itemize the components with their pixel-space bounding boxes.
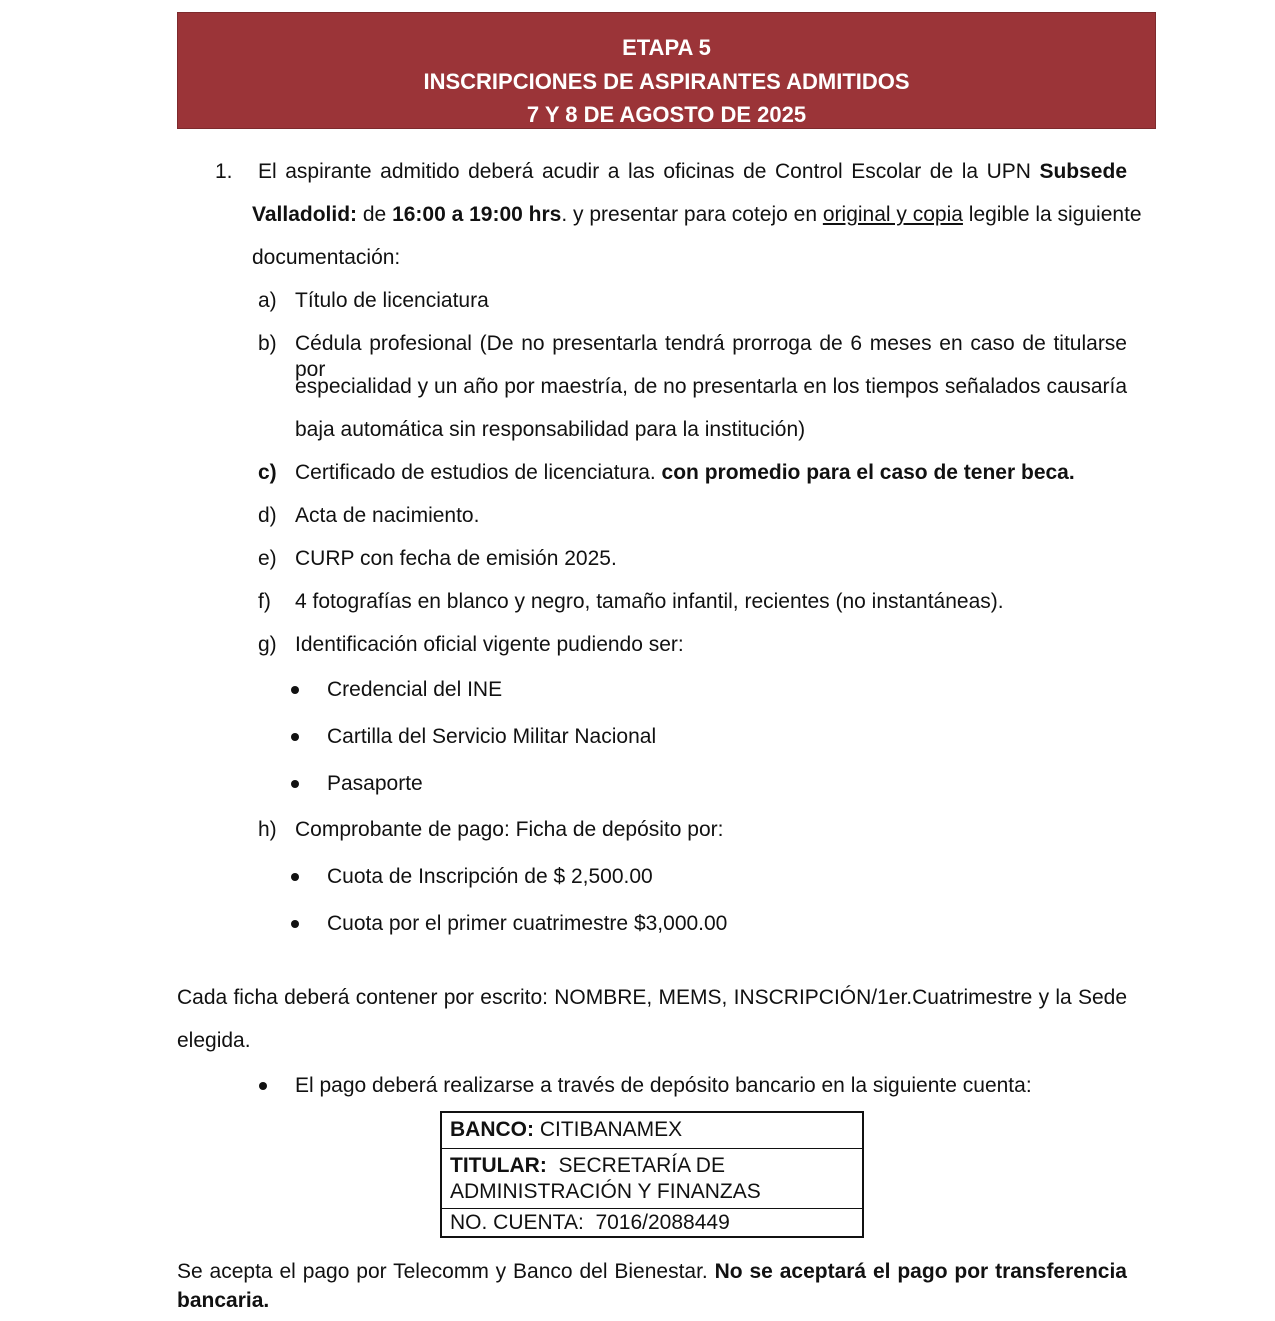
item1-sede-name: Valladolid: — [252, 203, 358, 226]
bank-label: BANCO: — [450, 1118, 534, 1141]
footer-line1 — [177, 1259, 1127, 1285]
stage-dates: 7 Y 8 DE AGOSTO DE 2025 — [526, 102, 807, 127]
item1-line2 — [252, 202, 1142, 228]
list-item-c-bold: con promedio para el caso de tener beca. — [661, 461, 1075, 484]
ficha-line2: elegida. — [177, 1029, 251, 1052]
account-row — [442, 1209, 862, 1238]
list-item-a: Título de licenciatura — [295, 289, 489, 312]
item1-original-copia: original y copia — [822, 203, 963, 226]
list-item-f: 4 fotografías en blanco y negro, tamaño infantil, recientes (no instantáneas). — [295, 590, 1004, 613]
item-number: 1. — [215, 160, 233, 183]
footer-text: Se acepta el pago por Telecomm y Banco del Bienestar. — [177, 1260, 715, 1283]
list-item-b-line1: Cédula profesional (De no presentarla tendrá prorroga de 6 meses en caso de titularse por — [295, 332, 1127, 381]
bank-cell — [450, 1117, 856, 1143]
titular-cell — [450, 1153, 856, 1205]
item1-text: El aspirante admitido deberá acudir a las oficinas de Control Escolar de la UPN — [258, 160, 1031, 183]
list-letter-a: a) — [258, 289, 277, 312]
list-item-h: Comprobante de pago: Ficha de depósito por: — [295, 818, 724, 841]
item1-text: de — [357, 203, 393, 226]
list-letter-g: g) — [258, 633, 277, 656]
bank-row — [442, 1113, 862, 1149]
bank-account-table — [440, 1111, 864, 1238]
titular-value: SECRETARÍA DE — [546, 1154, 725, 1177]
ficha-line1: Cada ficha deberá contener por escrito: NOMBRE, MEMS, INSCRIPCIÓN/1er.Cuatrimestre y la Sede — [177, 986, 1127, 1009]
stage-header-banner — [177, 12, 1156, 129]
list-item-e: CURP con fecha de emisión 2025. — [295, 547, 617, 570]
list-letter-d: d) — [258, 504, 277, 527]
bullet-icon — [259, 1082, 267, 1090]
bank-value: CITIBANAMEX — [534, 1118, 683, 1141]
bullet-icon — [291, 686, 299, 694]
list-item-d: Acta de nacimiento. — [295, 504, 480, 527]
list-letter-f: f) — [258, 590, 271, 613]
list-item-c-text: Certificado de estudios de licenciatura. — [295, 461, 662, 484]
fee-option: Cuota por el primer cuatrimestre $3,000.00 — [327, 912, 728, 935]
item1-text: . y presentar para cotejo en — [561, 203, 823, 226]
item1-line3: documentación: — [252, 246, 401, 269]
account-number: NO. CUENTA: 7016/2088449 — [450, 1211, 730, 1234]
list-item-b-line3: baja automática sin responsabilidad para la institución) — [295, 418, 806, 441]
list-item-c — [295, 460, 1075, 486]
item1-hours: 16:00 a 19:00 hrs — [392, 203, 562, 226]
bullet-icon — [291, 780, 299, 788]
footer-warning: No se aceptará el pago por transferencia — [714, 1260, 1127, 1283]
item1-line1 — [258, 159, 1127, 185]
list-letter-b: b) — [258, 332, 277, 355]
fee-option: Cuota de Inscripción de $ 2,500.00 — [327, 865, 653, 888]
item1-subsede: Subsede — [1039, 160, 1127, 183]
titular-value-line2: ADMINISTRACIÓN Y FINANZAS — [450, 1180, 761, 1203]
titular-row — [442, 1149, 862, 1209]
id-option: Credencial del INE — [327, 678, 503, 701]
payment-note: El pago deberá realizarse a través de depósito bancario en la siguiente cuenta: — [295, 1074, 1032, 1097]
footer-line2: bancaria. — [177, 1289, 270, 1312]
bullet-icon — [291, 873, 299, 881]
list-item-b-line2: especialidad y un año por maestría, de no presentarla en los tiempos señalados causaría — [295, 375, 1127, 398]
titular-label: TITULAR: — [450, 1154, 547, 1177]
id-option: Cartilla del Servicio Militar Nacional — [327, 725, 657, 748]
stage-subtitle: INSCRIPCIONES DE ASPIRANTES ADMITIDOS — [423, 69, 910, 94]
id-option: Pasaporte — [327, 772, 423, 795]
bullet-icon — [291, 733, 299, 741]
bullet-icon — [291, 920, 299, 928]
stage-title: ETAPA 5 — [622, 35, 711, 60]
list-letter-h: h) — [258, 818, 277, 841]
list-letter-e: e) — [258, 547, 277, 570]
item1-text: legible la siguiente — [962, 203, 1142, 226]
list-letter-c: c) — [258, 461, 277, 484]
list-item-g: Identificación oficial vigente pudiendo ser: — [295, 633, 684, 656]
